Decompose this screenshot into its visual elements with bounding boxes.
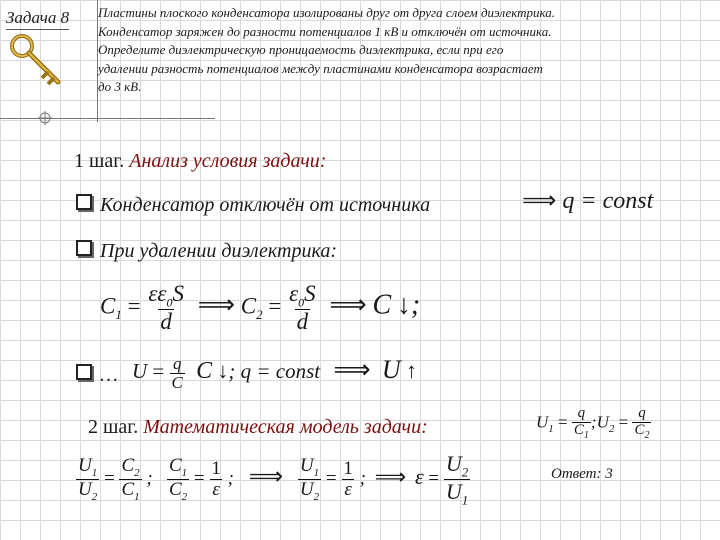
step1-title: Анализ условия задачи: xyxy=(129,150,327,172)
var-U: U xyxy=(299,454,314,476)
sub-1: 1 xyxy=(115,307,122,323)
sub-1: 1 xyxy=(134,490,140,503)
sub-1: 1 xyxy=(313,466,320,479)
checkbox-icon xyxy=(76,240,92,256)
problem-line: до 3 кВ. xyxy=(98,79,142,94)
semicolon: ; xyxy=(146,467,153,489)
equals: = xyxy=(193,467,205,489)
problem-line: Определите диэлектрическую проницаемость диэлектрика, если при его xyxy=(98,42,504,57)
problem-line: Конденсатор заряжен до разности потенциалов 1 кВ и отключён от источника. xyxy=(98,23,552,39)
sub-1: 1 xyxy=(91,466,98,479)
capacitance-formulas xyxy=(100,282,420,334)
step1-prefix: 1 шаг. xyxy=(74,150,130,172)
down-arrow-icon: ↓ xyxy=(396,289,411,321)
checkbox-icon xyxy=(76,194,92,210)
step1-heading xyxy=(74,150,326,173)
up-arrow-icon: ↑ xyxy=(405,358,417,384)
fraction-C1-over-C2 xyxy=(167,456,189,504)
step2-prefix: 2 шаг. xyxy=(88,416,144,438)
fraction-U2-over-U1 xyxy=(444,452,470,507)
sub-2: 2 xyxy=(313,490,320,503)
bullet-text: Конденсатор отключён от источника xyxy=(100,194,431,216)
problem-line: Пластины плоского конденсатора изолированы друг от друга слоем диэлектрика. xyxy=(98,5,556,20)
var-q: q xyxy=(577,405,586,421)
fraction-eps0-S-over-d xyxy=(287,282,318,334)
var-S: S xyxy=(172,281,184,306)
sub-2: 2 xyxy=(256,307,263,323)
implies-arrow: ⟹ xyxy=(374,463,407,489)
equals: = xyxy=(618,412,629,432)
sub-2: 2 xyxy=(181,490,188,503)
var-U: U xyxy=(132,359,148,384)
equals: = xyxy=(558,412,568,432)
sub-2: 2 xyxy=(461,464,469,480)
var-U: U xyxy=(299,479,314,501)
down-arrow-icon: ↓ xyxy=(217,358,229,384)
derivation-row xyxy=(76,452,470,507)
eps: ε xyxy=(212,479,220,501)
var-C: C xyxy=(121,454,135,476)
var-C2: C xyxy=(240,293,257,319)
equals: = xyxy=(127,293,141,319)
number-one: 1 xyxy=(211,458,221,480)
var-U: U xyxy=(78,479,92,501)
sub-2: 2 xyxy=(644,429,650,441)
implies-arrow: ⟹ xyxy=(333,355,371,385)
var-C: C xyxy=(121,479,135,501)
sub-1: 1 xyxy=(181,466,188,479)
sub-1: 1 xyxy=(461,492,469,508)
implies-arrow: ⟹ xyxy=(329,290,367,320)
equals: = xyxy=(268,293,282,319)
var-q: q xyxy=(638,405,646,421)
answer: Ответ: 3 xyxy=(551,466,613,482)
q-const-formula: q = const xyxy=(562,188,654,214)
var-U: U xyxy=(381,355,401,385)
bullet-text: … xyxy=(100,364,118,386)
number-one: 1 xyxy=(343,458,353,480)
eps0: ε xyxy=(289,281,299,306)
equals: = xyxy=(325,467,337,489)
checkbox-icon xyxy=(76,364,92,380)
eps: ε xyxy=(344,479,352,501)
bullet-source-disconnected xyxy=(76,194,430,217)
semicolon: ; xyxy=(590,412,597,432)
fraction-C2-over-C1 xyxy=(119,456,141,504)
fraction-U1-over-U2 xyxy=(298,456,321,504)
var-C: C xyxy=(634,421,645,438)
equals: = xyxy=(152,359,165,384)
var-U: U xyxy=(536,412,549,432)
step2-heading xyxy=(88,416,428,439)
implies-arrow: ⟹ xyxy=(522,188,557,214)
var-C: C xyxy=(196,358,213,385)
fraction-q-over-C2 xyxy=(632,406,651,441)
sub-2: 2 xyxy=(608,422,615,435)
bullet-remove-dielectric xyxy=(76,240,337,263)
sub-1: 1 xyxy=(583,429,589,441)
q-const-formula: ; q = const xyxy=(228,359,321,384)
semicolon: ; xyxy=(359,467,366,489)
var-U: U xyxy=(445,451,462,476)
fraction-q-over-C1 xyxy=(572,406,591,441)
var-C: C xyxy=(168,479,182,501)
fraction-1-over-eps xyxy=(341,459,355,500)
implies-arrow: ⟹ xyxy=(248,463,284,490)
var-d: d xyxy=(296,309,309,335)
var-C: C xyxy=(168,454,182,476)
sub-0: 0 xyxy=(298,295,305,310)
var-d: d xyxy=(160,309,172,335)
semicolon: ; xyxy=(410,289,421,321)
charge-constant xyxy=(522,186,653,215)
var-U: U xyxy=(445,479,462,505)
voltage-formula xyxy=(132,355,417,392)
crosshair-icon xyxy=(38,111,52,125)
var-S: S xyxy=(304,281,316,306)
var-C: C xyxy=(573,421,584,438)
header-divider-horizontal xyxy=(0,118,215,119)
voltage-ratios xyxy=(536,406,651,441)
var-U: U xyxy=(78,454,92,476)
fraction-1-over-eps xyxy=(209,459,223,500)
var-C: C xyxy=(372,289,392,321)
var-C1: C xyxy=(100,293,116,319)
var-U: U xyxy=(596,412,609,432)
fraction-U1-over-U2 xyxy=(76,456,99,504)
var-C: C xyxy=(171,372,183,392)
eps: ε xyxy=(414,463,424,489)
task-label: Задача 8 xyxy=(6,8,69,30)
semicolon: ; xyxy=(227,467,234,489)
implies-arrow: ⟹ xyxy=(197,290,236,320)
bullet-text: При удалении диэлектрика: xyxy=(100,240,337,262)
sub-2: 2 xyxy=(91,490,98,503)
fraction-eps-eps0-S-over-d xyxy=(146,282,186,334)
sub-0: 0 xyxy=(166,295,173,310)
eps0: ε xyxy=(157,281,167,306)
equals: = xyxy=(103,467,115,489)
problem-statement xyxy=(98,4,714,97)
sub-2: 2 xyxy=(134,466,140,479)
sub-1: 1 xyxy=(548,422,554,435)
var-q: q xyxy=(172,354,182,373)
step2-title: Математическая модель задачи: xyxy=(143,416,428,438)
equals: = xyxy=(428,467,440,489)
problem-line: удалении разность потенциалов между пластинами конденсатора возрастает xyxy=(98,60,543,76)
key-icon xyxy=(8,32,66,92)
fraction-q-over-C xyxy=(170,355,185,392)
bullet-voltage xyxy=(76,364,118,387)
eps: ε xyxy=(148,281,158,306)
